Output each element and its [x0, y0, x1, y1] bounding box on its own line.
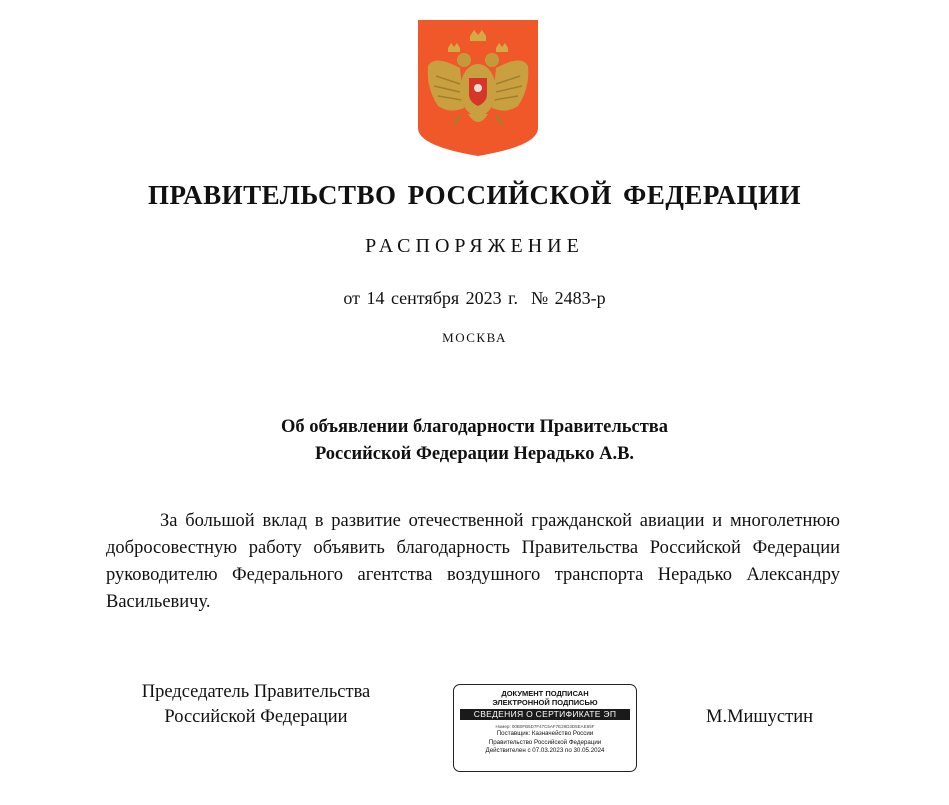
subject-line-2: Российской Федерации Нерадько А.В. — [314, 444, 635, 464]
signer-position — [106, 680, 406, 730]
stamp-title-line-2: ЭЛЕКТРОННОЙ ПОДПИСЬЮ — [492, 698, 598, 707]
stamp-title-line-1: ДОКУМЕНТ ПОДПИСАН — [501, 689, 589, 698]
stamp-supplier-line-1: Поставщик: Казначейство России — [496, 730, 594, 737]
subject-line-1: Об объявлении благодарности Правительства — [280, 417, 669, 437]
coat-of-arms-icon — [416, 18, 540, 158]
stamp-certificate-number: Номер: 00B0FB5D7F47C5AF7E29D3D5EAE65F — [495, 724, 595, 729]
document-date-number: от 14 сентября 2023 г. № 2483-р — [343, 288, 606, 308]
signer-name: М.Мишустин — [706, 707, 814, 727]
government-title: ПРАВИТЕЛЬСТВО РОССИЙСКОЙ ФЕДЕРАЦИИ — [148, 180, 801, 210]
stamp-certificate-bar: СВЕДЕНИЯ О СЕРТИФИКАТЕ ЭП — [460, 709, 630, 720]
document-city: МОСКВА — [442, 330, 507, 345]
signer-position-line-1: Председатель Правительства — [141, 682, 371, 702]
stamp-title — [454, 689, 636, 707]
stamp-supplier-line-2: Правительство Российской Федерации — [488, 738, 602, 746]
signer-position-line-2: Российской Федерации — [164, 707, 348, 727]
electronic-signature-stamp — [453, 684, 637, 772]
document-subject — [0, 414, 949, 468]
document-body: За большой вклад в развитие отечественной гражданской авиации и многолетнюю добросовестную работу объявить благодарность Правительства Российской Федерации руководителю Федерального агентства воздушного транспорта Нерадько Александру Васильевичу. — [106, 511, 840, 612]
document-type: РАСПОРЯЖЕНИЕ — [365, 235, 584, 257]
stamp-validity: Действителен с 07.03.2023 по 30.05.2024 — [485, 747, 605, 754]
